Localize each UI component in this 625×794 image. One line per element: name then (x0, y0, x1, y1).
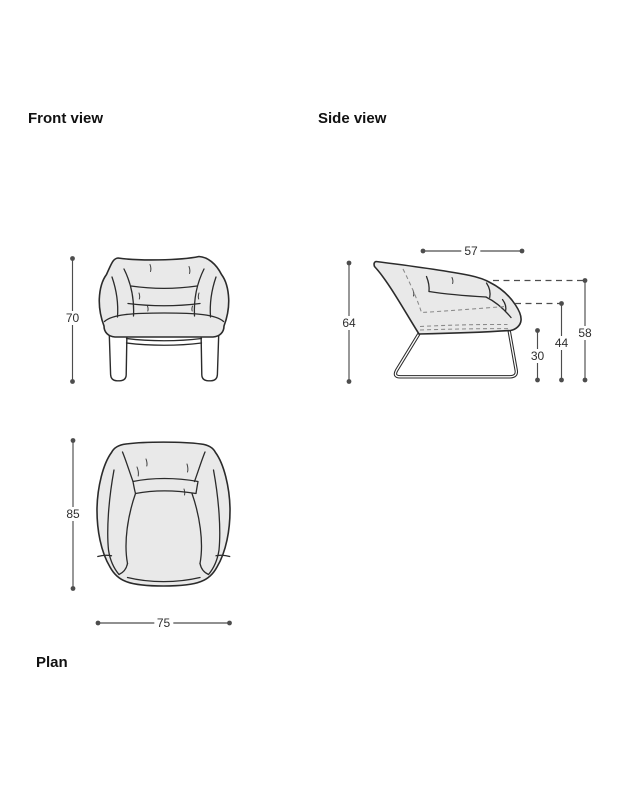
dimension-label-plan-width: 75 (154, 616, 173, 630)
side-sled-base-inner (395, 332, 516, 377)
plan-view-title: Plan (36, 654, 68, 671)
dimension-label-side-height: 64 (339, 316, 358, 330)
front-chair-body (99, 257, 228, 338)
plan-view-drawing (97, 442, 230, 586)
dimension-label-side-seat-height: 30 (528, 349, 547, 363)
dimension-label-side-arm-height: 44 (552, 336, 571, 350)
side-view-drawing (374, 262, 521, 377)
plan-chair-body (97, 442, 230, 586)
front-leg-rail (127, 339, 202, 346)
front-view-drawing (99, 257, 228, 381)
side-view-title: Side view (318, 110, 387, 127)
dimension-label-side-back-height: 58 (575, 326, 594, 340)
front-right-leg (201, 335, 219, 381)
front-left-leg (109, 335, 127, 381)
dimension-label-plan-depth: 85 (63, 507, 82, 521)
dimension-label-side-top-depth: 57 (461, 244, 480, 258)
dimension-label-front-height: 70 (63, 311, 82, 325)
side-sled-base-outline (395, 332, 516, 377)
front-view-title: Front view (28, 110, 104, 127)
side-chair-body (374, 262, 521, 335)
